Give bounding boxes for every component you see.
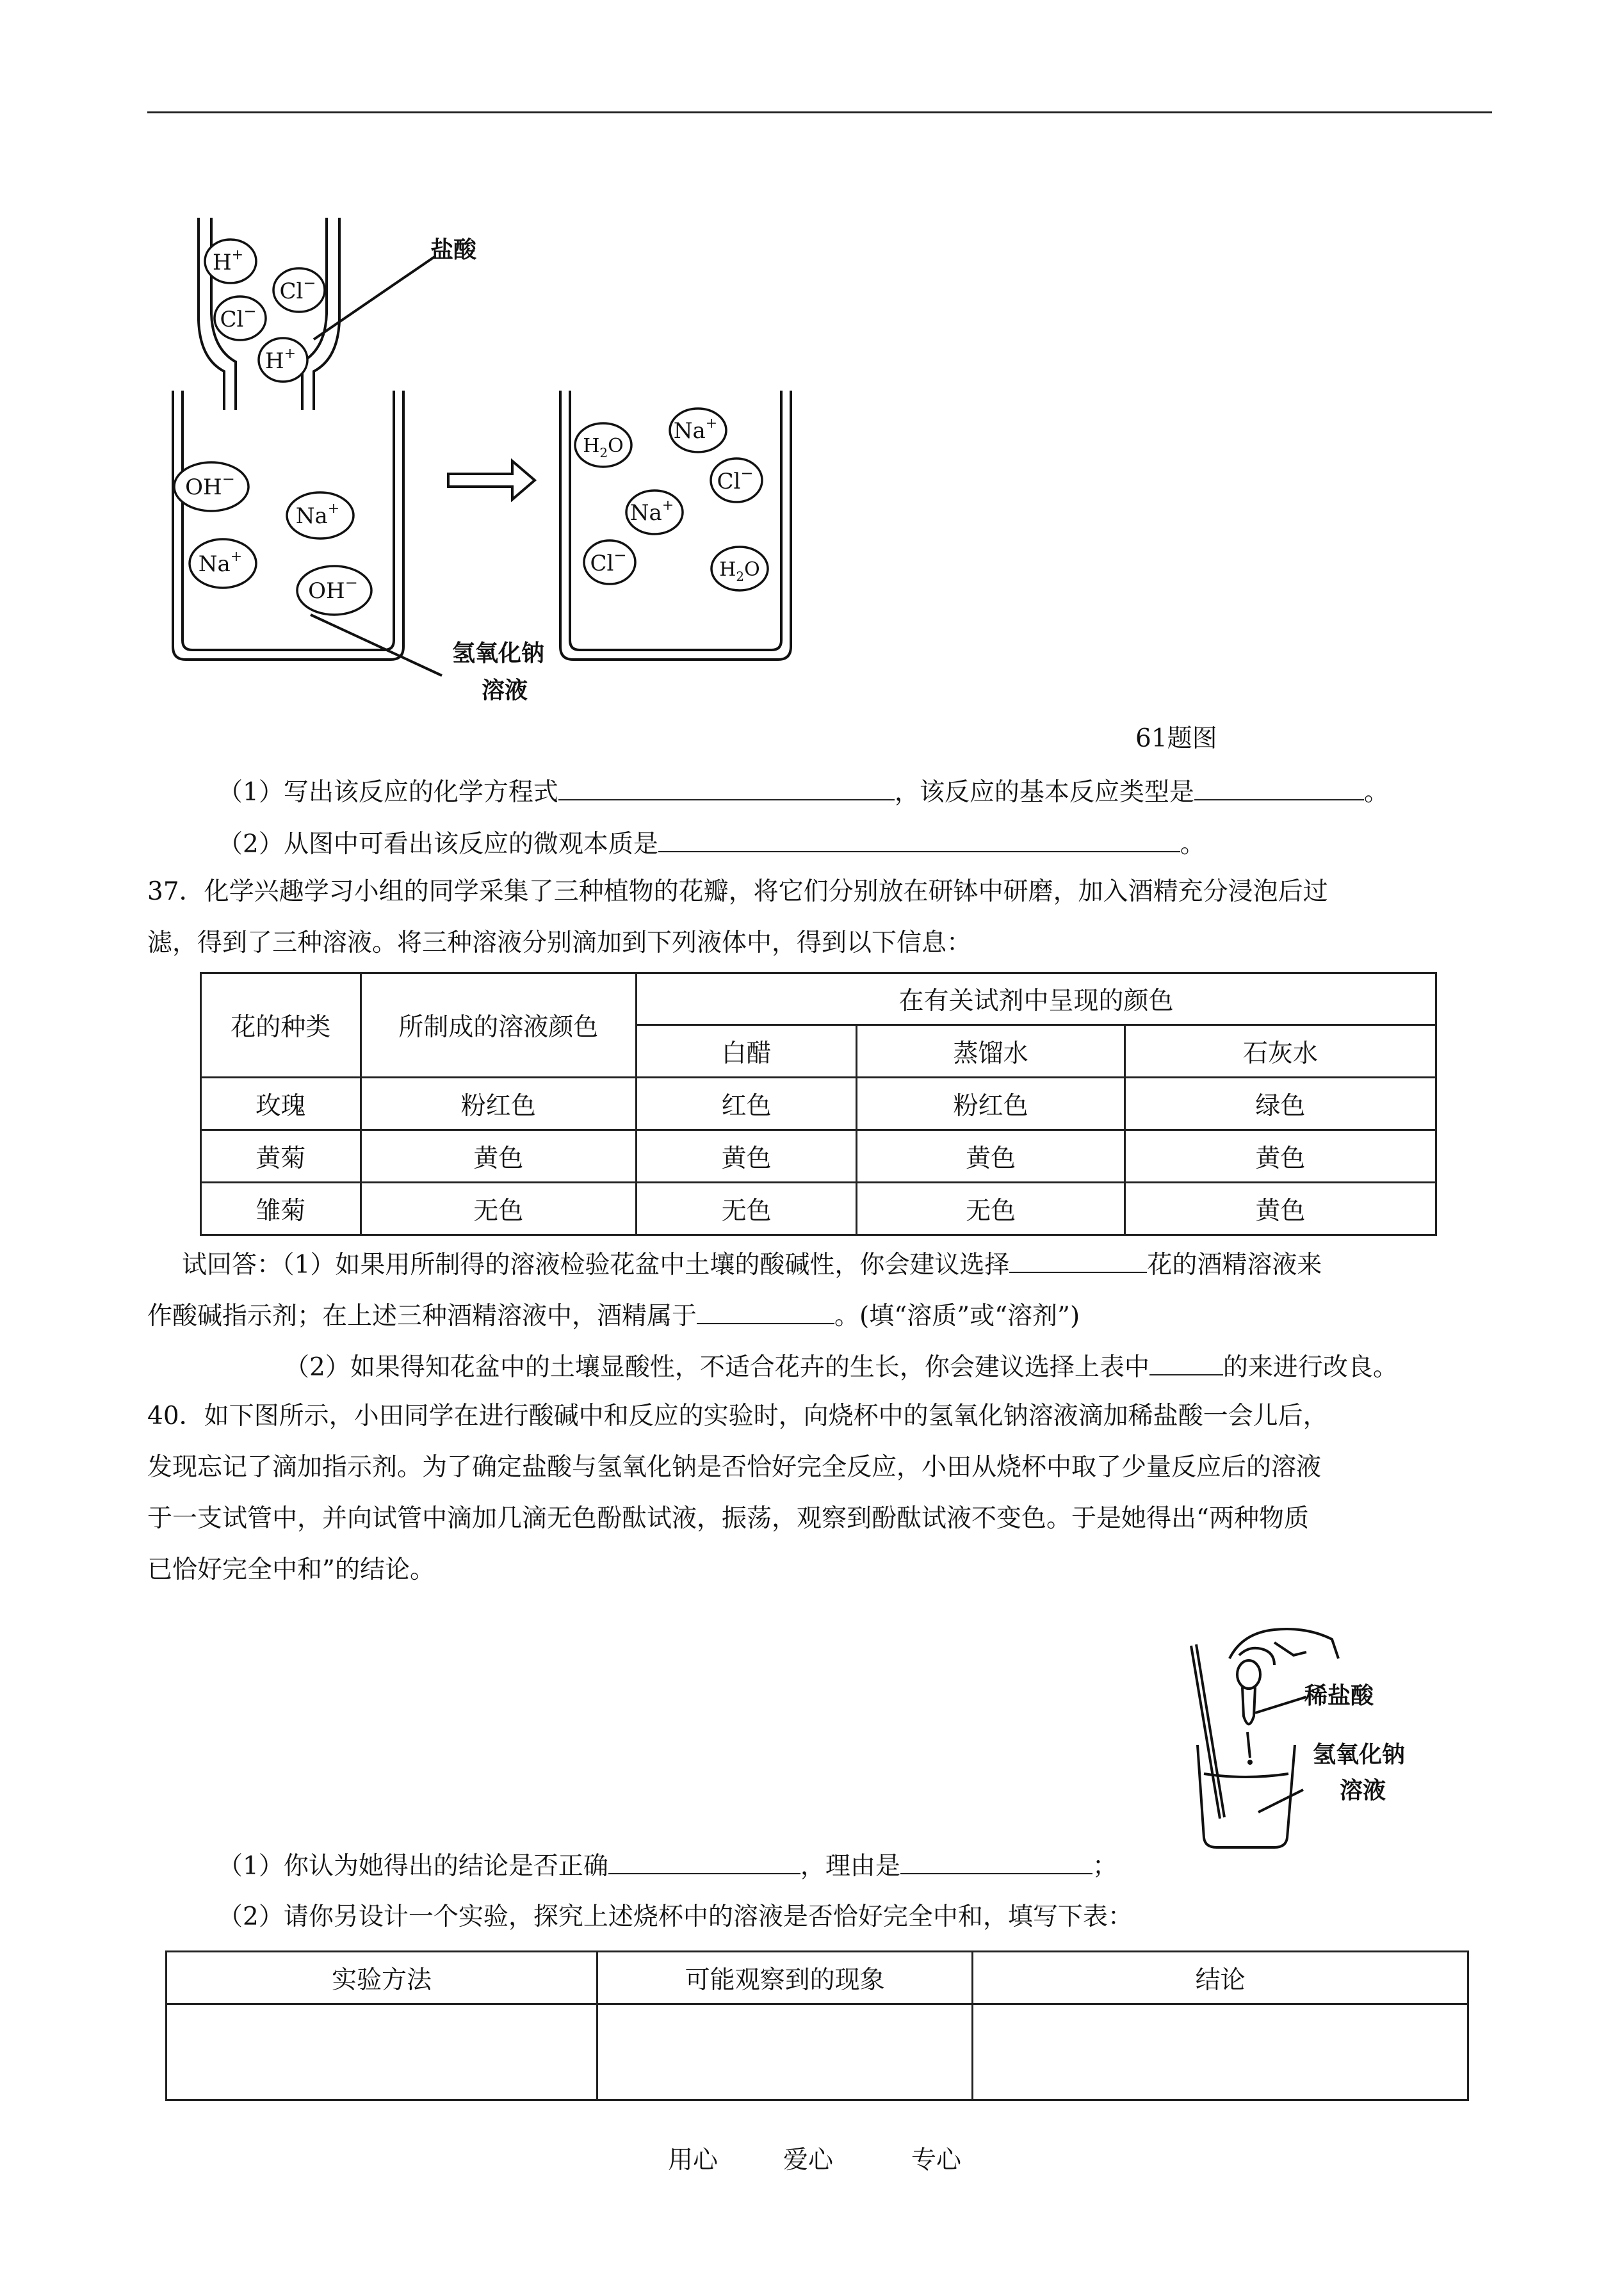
- q36-part1-prompt-b: ，该反应的基本反应类型是: [894, 778, 1194, 807]
- label-sodium-hydroxide-line1: 氢氧化钠: [452, 640, 545, 667]
- q37-solute-solvent-blank[interactable]: [697, 1297, 834, 1324]
- q36-essence-blank[interactable]: [658, 825, 1180, 852]
- header-vinegar: 白醋: [636, 1025, 856, 1078]
- q36-part1: （1）写出该反应的化学方程式 ，该反应的基本反应类型是 。: [218, 774, 1389, 809]
- q37-flower-choice-blank[interactable]: [1009, 1246, 1147, 1273]
- phenomenon-answer-cell[interactable]: [597, 2004, 973, 2100]
- label-naoh-solution-line1: 氢氧化钠: [1313, 1742, 1406, 1768]
- footer-motto-3: 专心: [911, 2146, 962, 2175]
- table-row: 雏菊 无色 无色 无色 黄色: [201, 1183, 1436, 1235]
- q40-part2: （2）请你另设计一个实验，探究上述烧杯中的溶液是否恰好完全中和，填写下表：: [218, 1902, 1133, 1931]
- svg-text:H+: H+: [212, 247, 244, 275]
- svg-text:Na+: Na+: [198, 549, 243, 577]
- table-row: 玫瑰 粉红色 红色 粉红色 绿色: [201, 1078, 1436, 1130]
- svg-text:Cl−: Cl−: [220, 302, 257, 332]
- header-limewater: 石灰水: [1125, 1025, 1436, 1078]
- q36-part1-prompt-a: （1）写出该反应的化学方程式: [218, 778, 558, 807]
- svg-text:Cl−: Cl−: [279, 274, 316, 304]
- q40-stem-line4: 已恰好完全中和”的结论。: [147, 1555, 435, 1584]
- svg-text:Cl−: Cl−: [590, 546, 627, 576]
- table-row: 黄菊 黄色 黄色 黄色 黄色: [201, 1130, 1436, 1183]
- flower-indicator-table: [200, 972, 1437, 1236]
- q36-equation-blank[interactable]: [558, 774, 895, 800]
- header-conclusion: 结论: [973, 1952, 1468, 2004]
- figure-61-caption: 61题图: [1135, 724, 1217, 753]
- q37-stem-line1: 37．化学兴趣学习小组的同学采集了三种植物的花瓣，将它们分别放在研钵中研磨，加入酒精充分浸泡后过: [147, 877, 1328, 906]
- header-observed-phenomenon: 可能观察到的现象: [597, 1952, 973, 2004]
- svg-text:OH−: OH−: [308, 574, 358, 604]
- svg-text:Na+: Na+: [295, 501, 340, 529]
- svg-text:Na+: Na+: [629, 498, 674, 526]
- label-naoh-solution-line2: 溶液: [1340, 1778, 1386, 1804]
- method-answer-cell[interactable]: [166, 2004, 597, 2100]
- q40-part1: （1）你认为她得出的结论是否正确 ，理由是 ；: [218, 1847, 1117, 1883]
- svg-text:Cl−: Cl−: [717, 464, 754, 494]
- q37-improvement-blank[interactable]: [1149, 1349, 1223, 1375]
- svg-text:H+: H+: [264, 346, 296, 374]
- q36-part2: （2）从图中可看出该反应的微观本质是 。: [218, 825, 1205, 861]
- experiment-design-table: [165, 1950, 1469, 2101]
- header-distilled-water: 蒸馏水: [857, 1025, 1125, 1078]
- svg-text:OH−: OH−: [185, 470, 235, 500]
- label-dilute-hydrochloric-acid: 稀盐酸: [1304, 1683, 1374, 1709]
- svg-text:H2O: $H_2O$: [719, 558, 760, 584]
- label-hydrochloric-acid: 盐酸: [430, 237, 477, 263]
- header-solution-color: 所制成的溶液颜色: [361, 973, 636, 1078]
- q40-stem-line1: 40．如下图所示，小田同学在进行酸碱中和反应的实验时，向烧杯中的氢氧化钠溶液滴加稀盐酸一会儿后，: [147, 1402, 1328, 1431]
- conclusion-answer-cell[interactable]: [973, 2004, 1468, 2100]
- header-reagent-color: 在有关试剂中呈现的颜色: [636, 973, 1436, 1025]
- svg-text:Na+: Na+: [673, 416, 718, 444]
- q37-stem-line2: 滤，得到了三种溶液。将三种溶液分别滴加到下列液体中，得到以下信息：: [147, 929, 972, 957]
- header-experiment-method: 实验方法: [166, 1952, 597, 2004]
- label-sodium-hydroxide-line2: 溶液: [482, 677, 528, 704]
- header-rule: [147, 111, 1492, 113]
- q36-reaction-type-blank[interactable]: [1194, 774, 1364, 800]
- q36-part2-prompt: （2）从图中可看出该反应的微观本质是: [218, 830, 658, 859]
- header-flower-type: 花的种类: [201, 973, 361, 1078]
- svg-text:H2O: $H_2O$: [583, 435, 624, 460]
- q37-answer2: （2）如果得知花盆中的土壤显酸性，不适合花卉的生长，你会建议选择上表中 的来进行改良。: [284, 1349, 1398, 1384]
- q40-reason-blank[interactable]: [900, 1847, 1092, 1874]
- q40-stem-line2: 发现忘记了滴加指示剂。为了确定盐酸与氢氧化钠是否恰好完全反应，小田从烧杯中取了少量反应后的溶液: [147, 1453, 1322, 1482]
- q40-stem-line3: 于一支试管中，并向试管中滴加几滴无色酚酞试液，振荡，观察到酚酞试液不变色。于是她得出“两种物质: [147, 1504, 1309, 1533]
- q40-correct-blank[interactable]: [608, 1847, 800, 1874]
- q37-answer1-line1: 试回答：（1）如果用所制得的溶液检验花盆中土壤的酸碱性，你会建议选择 花的酒精溶液来: [182, 1246, 1322, 1282]
- footer-motto-2: 爱心: [783, 2146, 834, 2175]
- q37-answer1-line2: 作酸碱指示剂；在上述三种酒精溶液中，酒精属于 。(填“溶质”或“溶剂”): [147, 1297, 1080, 1333]
- footer-motto-1: 用心: [668, 2146, 719, 2175]
